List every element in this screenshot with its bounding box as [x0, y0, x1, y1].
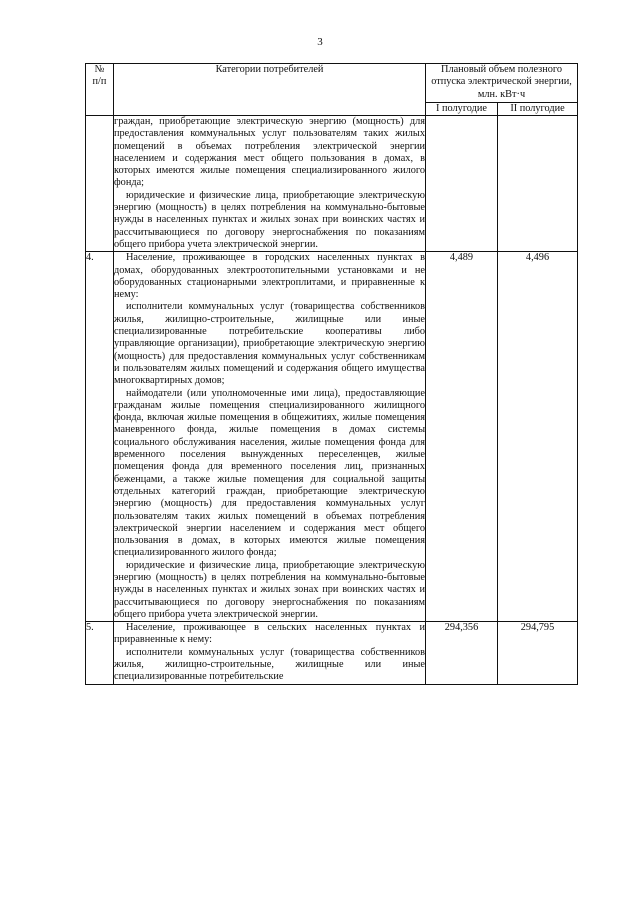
category-cell — [114, 116, 426, 252]
consumption-table — [85, 63, 578, 685]
volume-half2: 294,795 — [498, 622, 578, 684]
category-paragraph: Население, проживающее в сельских населенных пунктах и приравненные к нему: — [114, 622, 425, 646]
header-half2: II полугодие — [498, 103, 578, 116]
category-cell — [114, 252, 426, 622]
category-paragraph: исполнители коммунальных услуг (товарищества собственников жилья, жилищно-строительные, жилищные или иные специализированные потребительские — [114, 646, 425, 683]
category-cell — [114, 622, 426, 684]
table-row — [86, 622, 578, 684]
page-number: 3 — [317, 36, 323, 48]
header-number — [86, 64, 114, 116]
table-row — [86, 116, 578, 252]
category-paragraph: исполнители коммунальных услуг (товарищества собственников жилья, жилищно-строительные, жилищные или иные специализированные потребительские кооперативы либо управляющие организации), приобретающие электрическую энергию (мощность) для предоставления коммунальных услуг собственникам и пользователям жилых помещений и содержания общего имущества многоквартирных домов; — [114, 301, 425, 387]
volume-half1 — [426, 116, 498, 252]
header-half1: I полугодие — [426, 103, 498, 116]
category-paragraph: граждан, приобретающие электрическую энергию (мощность) для предоставления коммунальных услуг пользователям таких жилых помещений в объемах потребления электрической энергии населением и содержания мест общего пользования в домах, в которых имеются жилые помещения специализированного жилого фонда; — [114, 116, 425, 189]
volume-half1: 294,356 — [426, 622, 498, 684]
volume-half1: 4,489 — [426, 252, 498, 622]
row-number — [86, 116, 114, 252]
category-paragraph: юридические и физические лица, приобретающие электрическую энергию (мощность) в целях потребления на коммунально-бытовые нужды в населенных пунктах и жилых зонах при воинских частях и рассчитывающиеся по договору энергоснабжения по показаниям общего прибора учета электрической энергии. — [114, 559, 425, 620]
row-number: 5. — [86, 622, 114, 684]
row-number: 4. — [86, 252, 114, 622]
volume-half2 — [498, 116, 578, 252]
table-row — [86, 252, 578, 622]
header-volume: Плановый объем полезного отпуска электрической энергии, млн. кВт·ч — [426, 64, 578, 103]
header-category: Категории потребителей — [114, 64, 426, 116]
volume-half2: 4,496 — [498, 252, 578, 622]
category-paragraph: юридические и физические лица, приобретающие электрическую энергию (мощность) в целях потребления на коммунально-бытовые нужды в населенных пунктах и жилых зонах при воинских частях и рассчитывающиеся по договору энергоснабжения по показаниям общего прибора учета электрической энергии. — [114, 189, 425, 250]
header-number-label: № п/п — [92, 64, 107, 87]
category-paragraph: Население, проживающее в городских населенных пунктах в домах, оборудованных электроотопительными установками и не оборудованных стационарными электроплитами, и приравненные к нему: — [114, 252, 425, 301]
category-paragraph: наймодатели (или уполномоченные ими лица), предоставляющие гражданам жилые помещения специализированного жилищного фонда, включая жилые помещения в общежитиях, жилые помещения маневренного фонда, жилые помещения в домах системы социального обслуживания населения, жилые помещения фонда для временного поселения вынужденных переселенцев, жилые помещения фонда для временного поселения лиц, признанных беженцами, а также жилые помещения для социальной защиты отдельных категорий граждан, приобретающие электрическую энергию (мощность) для предоставления коммунальных услуг пользователям таких жилых помещений в объемах потребления электрической энергии населением и содержания мест общего пользования в домах, в которых имеются жилые помещения специализированного жилого фонда; — [114, 387, 425, 559]
